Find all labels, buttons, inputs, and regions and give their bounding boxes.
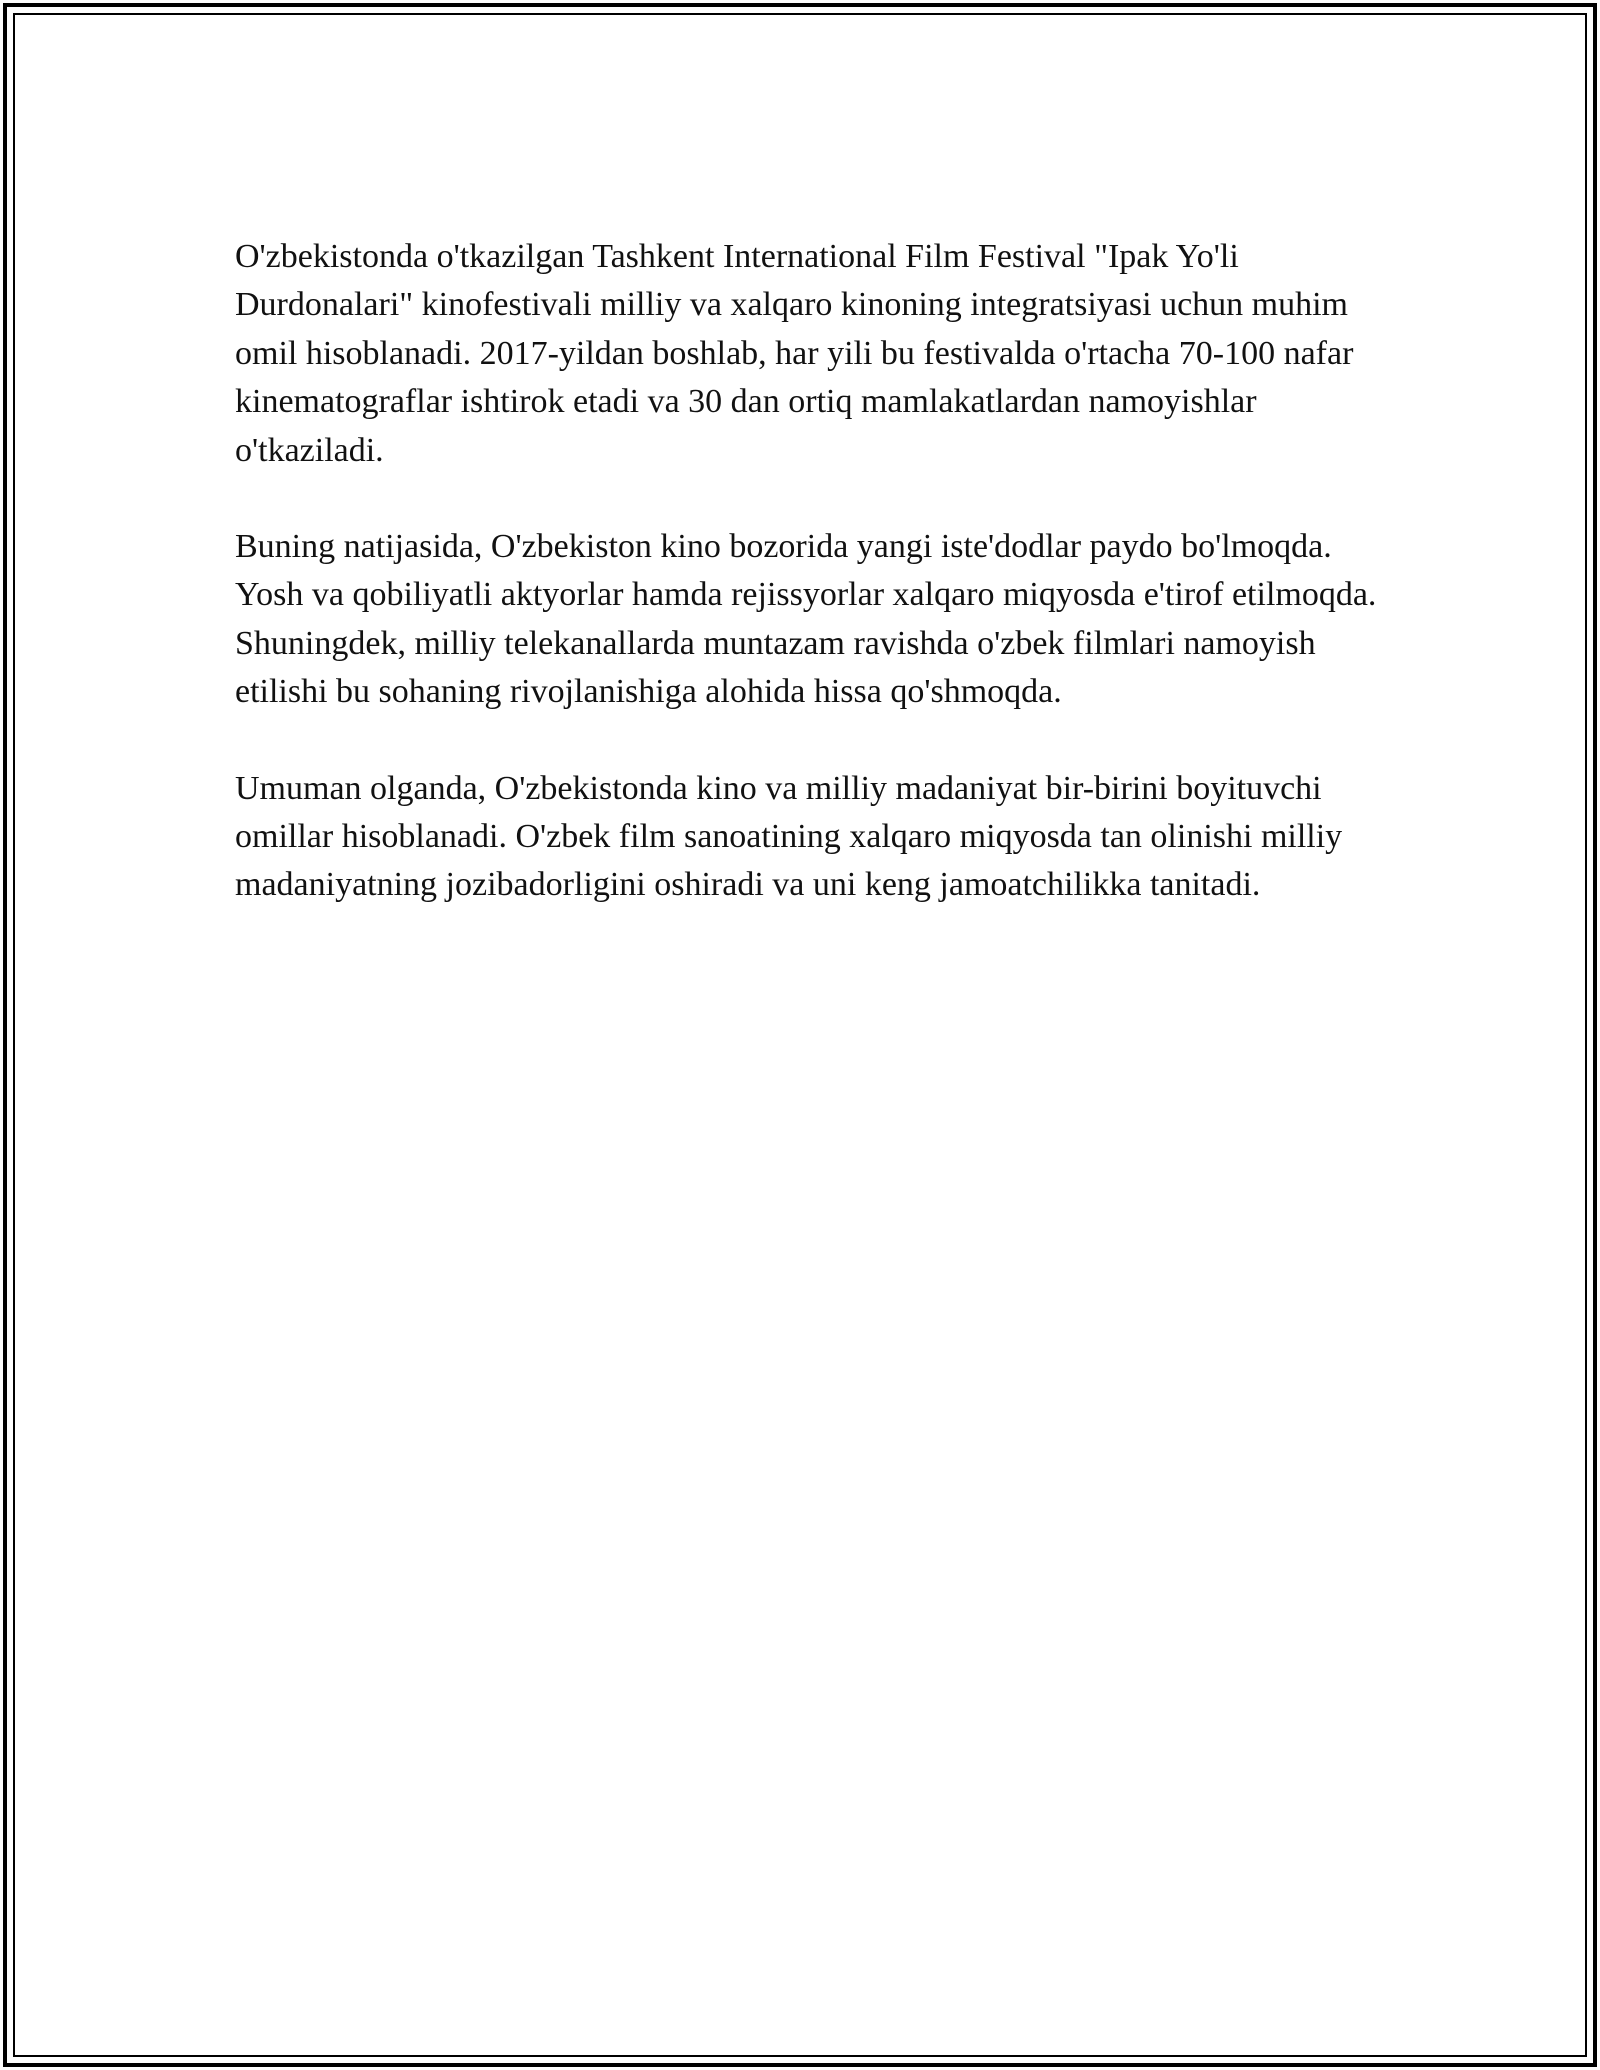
document-body [235,233,1395,958]
paragraph-festival: O'zbekistonda o'tkazilgan Tashkent International Film Festival "Ipak Yo'li Durdonalari" kinofestivali milliy va xalqaro kinoning integratsiyasi uchun muhim omil hisoblanadi. 2017-yildan boshlab, har yili bu festivalda o'rtacha 70-100 nafar kinematograflar ishtirok etadi va 30 dan ortiq mamlakatlardan namoyishlar o'tkaziladi. [235,238,1354,469]
paragraph-talents: Buning natijasida, O'zbekiston kino bozorida yangi iste'dodlar paydo bo'lmoqda. Yosh va qobiliyatli aktyorlar hamda rejissyorlar xalqaro miqyosda e'tirof etilmoqda. Shuningdek, milliy telekanallarda muntazam ravishda o'zbek filmlari namoyish etilishi bu sohaning rivojlanishiga alohida hissa qo'shmoqda. [235,528,1377,711]
paragraph-conclusion: Umuman olganda, O'zbekistonda kino va milliy madaniyat bir-birini boyituvchi omillar hisoblanadi. O'zbek film sanoatining xalqaro miqyosda tan olinishi milliy madaniyatning jozibadorligini oshiradi va uni keng jamoatchilikka tanitadi. [235,769,1343,904]
